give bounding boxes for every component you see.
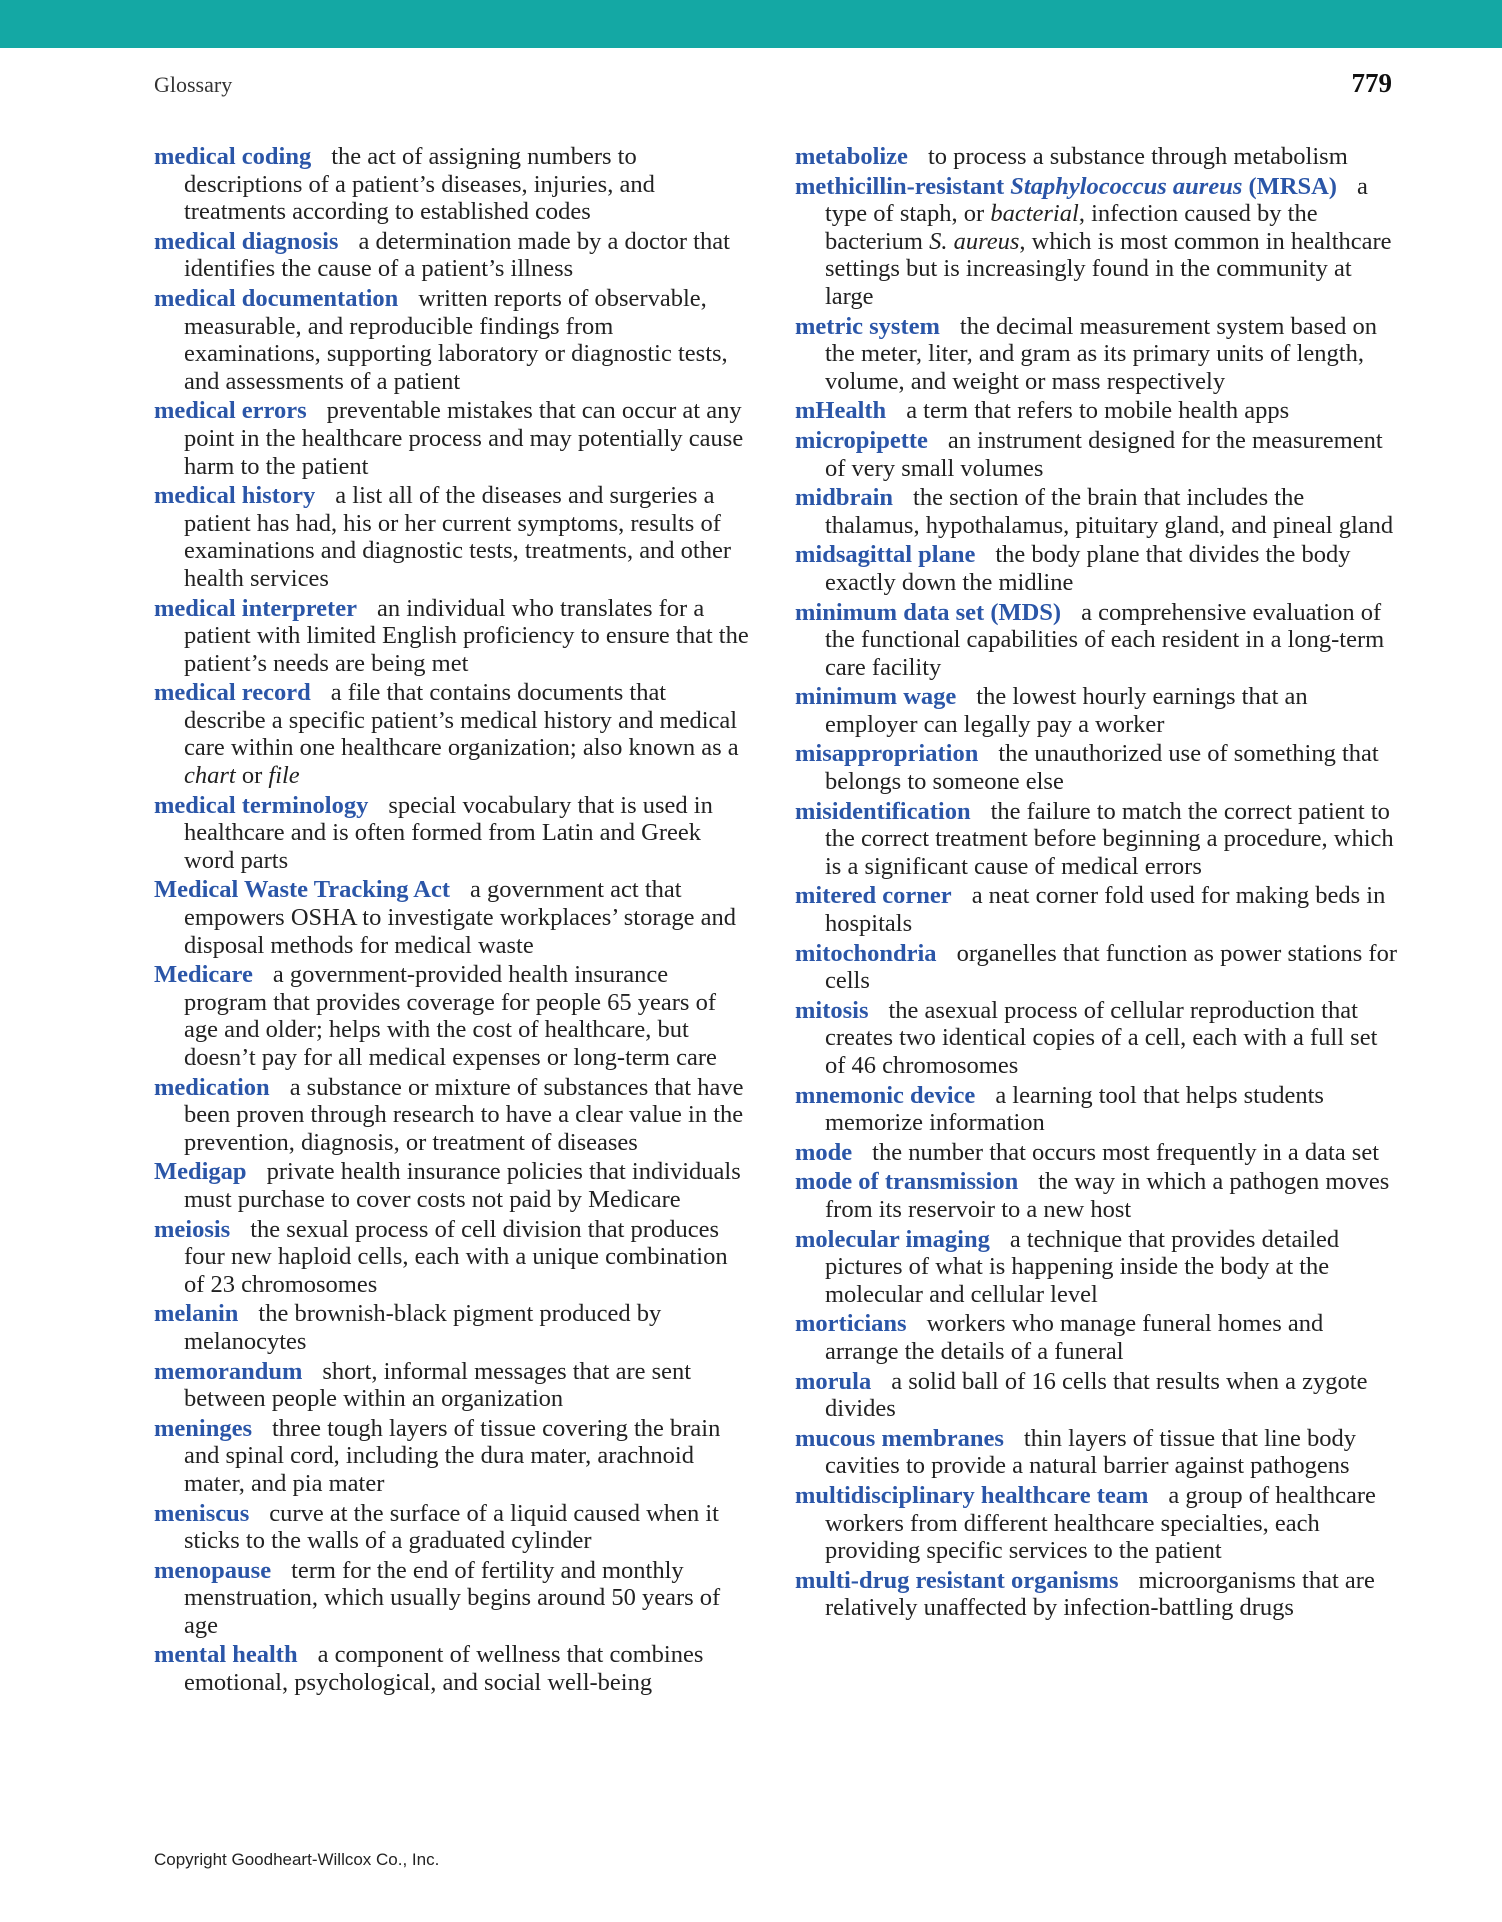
page-number: 779 <box>1351 68 1392 98</box>
glossary-entry <box>795 397 1399 425</box>
glossary-definition: a list all of the diseases and surgeries a patient has had, his or her current symptoms, results of examinations and diagnostic tests, treatments, and other health services <box>184 482 732 592</box>
glossary-term: methicillin-resistant <box>795 172 1005 200</box>
glossary-term: multi-drug resistant organisms <box>795 1566 1119 1594</box>
glossary-entry <box>795 1482 1399 1565</box>
glossary-entry <box>154 143 750 226</box>
glossary-entry <box>154 397 750 480</box>
glossary-term: (MRSA) <box>1248 172 1337 200</box>
glossary-entry <box>154 1216 750 1299</box>
glossary-connector: or <box>241 762 263 790</box>
glossary-term: menopause <box>154 1556 272 1584</box>
glossary-term: mode <box>795 1138 853 1166</box>
glossary-definition: the section of the brain that includes the thalamus, hypothalamus, pituitary gland, and pineal gland <box>825 484 1394 539</box>
glossary-entry <box>154 285 750 395</box>
glossary-term: misidentification <box>795 797 971 825</box>
glossary-definition: a term that refers to mobile health apps <box>906 397 1290 425</box>
glossary-definition: curve at the surface of a liquid caused when it sticks to the walls of a graduated cylinder <box>184 1499 719 1555</box>
top-color-band <box>0 0 1502 48</box>
glossary-entry <box>795 1310 1399 1365</box>
glossary-entry <box>795 882 1399 937</box>
glossary-entry <box>795 997 1399 1080</box>
glossary-definition: special vocabulary that is used in healthcare and is often formed from Latin and Greek word parts <box>184 791 713 874</box>
glossary-definition: the failure to match the correct patient to the correct treatment before beginning a procedure, which is a significant cause of medical errors <box>825 797 1394 880</box>
glossary-column-right <box>795 143 1399 1624</box>
glossary-entry <box>795 1567 1399 1622</box>
glossary-column-left <box>154 143 750 1699</box>
glossary-term: medical diagnosis <box>154 227 339 255</box>
glossary-term: medical record <box>154 679 311 707</box>
glossary-term: mitosis <box>795 996 869 1024</box>
glossary-definition: the brownish-black pigment produced by melanocytes <box>184 1300 662 1355</box>
glossary-entry <box>795 484 1399 539</box>
glossary-term: minimum wage <box>795 683 957 711</box>
glossary-definition: the unauthorized use of something that belongs to someone else <box>825 740 1379 796</box>
glossary-entry <box>154 1358 750 1413</box>
glossary-entry <box>795 940 1399 995</box>
glossary-definition: a substance or mixture of substances that have been proven through research to have a clear value in the prevention, diagnosis, or treatment of diseases <box>184 1073 744 1156</box>
glossary-definition: written reports of observable, measurable, and reproducible findings from examinations, supporting laboratory or diagnostic tests, and assessments of a patient <box>184 284 728 395</box>
glossary-term: Medicare <box>154 961 253 989</box>
glossary-definition: microorganisms that are relatively unaffected by infection-battling drugs <box>825 1566 1375 1622</box>
glossary-term: morticians <box>795 1310 907 1338</box>
glossary-entry <box>795 1425 1399 1480</box>
glossary-entry <box>795 313 1399 396</box>
glossary-entry <box>795 1368 1399 1423</box>
glossary-entry <box>795 1168 1399 1223</box>
glossary-entry <box>154 1500 750 1555</box>
glossary-term: meiosis <box>154 1215 231 1243</box>
glossary-entry <box>154 792 750 875</box>
glossary-alt-term: chart <box>184 762 236 790</box>
glossary-definition: preventable mistakes that can occur at any point in the healthcare process and may potentially cause harm to the patient <box>184 397 744 480</box>
glossary-term: medical terminology <box>154 791 369 819</box>
glossary-term: mitered corner <box>795 882 952 910</box>
glossary-entry <box>795 683 1399 738</box>
glossary-term: mnemonic device <box>795 1081 976 1109</box>
glossary-definition: a type of staph, or <box>825 172 1368 228</box>
glossary-term: micropipette <box>795 426 928 454</box>
glossary-term: midsagittal plane <box>795 541 976 569</box>
copyright-footer: Copyright Goodheart-Willcox Co., Inc. <box>154 1850 440 1869</box>
glossary-term: mode of transmission <box>795 1168 1019 1196</box>
glossary-term: medical errors <box>154 397 307 425</box>
glossary-term: memorandum <box>154 1357 303 1385</box>
glossary-entry <box>154 961 750 1071</box>
glossary-entry <box>795 143 1399 171</box>
glossary-definition: the number that occurs most frequently in a data set <box>872 1138 1380 1166</box>
glossary-entry <box>795 541 1399 596</box>
glossary-entry <box>154 1641 750 1696</box>
glossary-term-italic: Staphylococcus aureus <box>1010 172 1243 200</box>
glossary-term: medical interpreter <box>154 594 357 622</box>
glossary-entry <box>795 1082 1399 1137</box>
glossary-definition: term for the end of fertility and monthly menstruation, which usually begins around 50 years of age <box>184 1556 721 1639</box>
glossary-alt-term: file <box>268 762 300 790</box>
glossary-term: melanin <box>154 1300 239 1328</box>
glossary-definition: , which is most common in healthcare settings but is increasingly found in the community at large <box>825 227 1392 310</box>
glossary-definition: a determination made by a doctor that identifies the cause of a patient’s illness <box>184 227 730 283</box>
glossary-definition: private health insurance policies that individuals must purchase to cover costs not paid by Medicare <box>184 1158 741 1213</box>
glossary-definition: to process a substance through metabolism <box>927 143 1348 170</box>
glossary-term: Medigap <box>154 1158 247 1186</box>
glossary-definition: the act of assigning numbers to descriptions of a patient’s diseases, injuries, and treatments according to established codes <box>184 143 655 226</box>
glossary-definition: a learning tool that helps students memorize information <box>825 1081 1324 1137</box>
glossary-term: medical documentation <box>154 284 399 312</box>
glossary-entry <box>154 876 750 959</box>
glossary-definition: short, informal messages that are sent between people within an organization <box>184 1357 692 1413</box>
glossary-entry <box>154 1300 750 1355</box>
glossary-entry <box>795 1139 1399 1167</box>
glossary-definition: a file that contains documents that describe a specific patient’s medical history and medical care within one healthcare organization; also known as a <box>184 679 739 762</box>
glossary-term: metabolize <box>795 143 908 170</box>
glossary-term: midbrain <box>795 484 894 512</box>
glossary-entry <box>795 740 1399 795</box>
glossary-definition: the lowest hourly earnings that an employer can legally pay a worker <box>825 683 1308 738</box>
glossary-term: multidisciplinary healthcare team <box>795 1481 1149 1509</box>
glossary-entry <box>795 798 1399 881</box>
glossary-entry <box>154 679 750 789</box>
glossary-definition: a government act that empowers OSHA to investigate workplaces’ storage and disposal methods for medical waste <box>184 876 737 959</box>
glossary-definition: an individual who translates for a patient with limited English proficiency to ensure that the patient’s needs are being met <box>184 594 749 677</box>
glossary-definition: , infection caused by the bacterium <box>825 200 1318 255</box>
glossary-definition: a comprehensive evaluation of the functional capabilities of each resident in a long-term care facility <box>825 598 1385 681</box>
glossary-term: misappropriation <box>795 740 979 768</box>
glossary-term: mucous membranes <box>795 1424 1004 1452</box>
glossary-definition: a component of wellness that combines emotional, psychological, and social well-being <box>184 1641 704 1697</box>
glossary-definition: a solid ball of 16 cells that results when a zygote divides <box>825 1367 1368 1423</box>
glossary-definition-italic: bacterial <box>990 200 1079 228</box>
glossary-definition: a neat corner fold used for making beds in hospitals <box>825 882 1386 938</box>
glossary-entry <box>795 1226 1399 1309</box>
glossary-term: meninges <box>154 1414 252 1442</box>
glossary-term: minimum data set (MDS) <box>795 598 1062 626</box>
glossary-term: molecular imaging <box>795 1225 990 1253</box>
glossary-entry <box>154 1557 750 1640</box>
glossary-entry <box>154 1074 750 1157</box>
glossary-definition: a government-provided health insurance program that provides coverage for people 65 years of age and older; helps with the cost of healthcare, but doesn’t pay for all medical expenses or long-term care <box>184 961 717 1071</box>
glossary-entry <box>154 1158 750 1213</box>
glossary-term: mental health <box>154 1641 298 1669</box>
glossary-definition: organelles that function as power stations for cells <box>825 939 1398 995</box>
glossary-definition: a technique that provides detailed pictures of what is happening inside the body at the molecular and cellular level <box>825 1225 1340 1308</box>
glossary-definition: workers who manage funeral homes and arrange the details of a funeral <box>825 1310 1324 1365</box>
glossary-definition: thin layers of tissue that line body cavities to provide a natural barrier against pathogens <box>825 1424 1356 1480</box>
glossary-entry <box>154 228 750 283</box>
glossary-term: meniscus <box>154 1499 250 1527</box>
glossary-definition: the asexual process of cellular reproduction that creates two identical copies of a cell, each with a full set of 46 chromosomes <box>825 996 1378 1079</box>
glossary-definition: an instrument designed for the measurement of very small volumes <box>825 426 1383 482</box>
glossary-definition: a group of healthcare workers from different healthcare specialties, each providing specific services to the patient <box>825 1481 1376 1565</box>
glossary-definition: the decimal measurement system based on the meter, liter, and gram as its primary units of length, volume, and weight or mass respectively <box>825 312 1377 395</box>
glossary-entry <box>154 595 750 678</box>
glossary-term: medication <box>154 1073 270 1101</box>
glossary-entry <box>154 1415 750 1498</box>
glossary-definition-italic: S. aureus <box>929 227 1020 255</box>
glossary-entry <box>795 173 1399 311</box>
glossary-definition: the way in which a pathogen moves from its reservoir to a new host <box>825 1168 1390 1223</box>
running-head: Glossary <box>154 72 233 97</box>
glossary-term: mitochondria <box>795 939 937 967</box>
glossary-definition: the sexual process of cell division that produces four new haploid cells, each with a unique combination of 23 chromosomes <box>184 1215 728 1298</box>
glossary-term: medical coding <box>154 143 312 170</box>
glossary-entry <box>795 599 1399 682</box>
glossary-term: Medical Waste Tracking Act <box>154 876 451 904</box>
glossary-term: morula <box>795 1367 872 1395</box>
glossary-entry <box>795 427 1399 482</box>
glossary-term: mHealth <box>795 397 887 425</box>
glossary-definition: the body plane that divides the body exactly down the midline <box>825 541 1351 596</box>
glossary-entry <box>154 482 750 592</box>
glossary-definition: three tough layers of tissue covering the brain and spinal cord, including the dura mater, arachnoid mater, and pia mater <box>184 1414 721 1497</box>
glossary-term: metric system <box>795 312 940 340</box>
glossary-term: medical history <box>154 482 316 510</box>
